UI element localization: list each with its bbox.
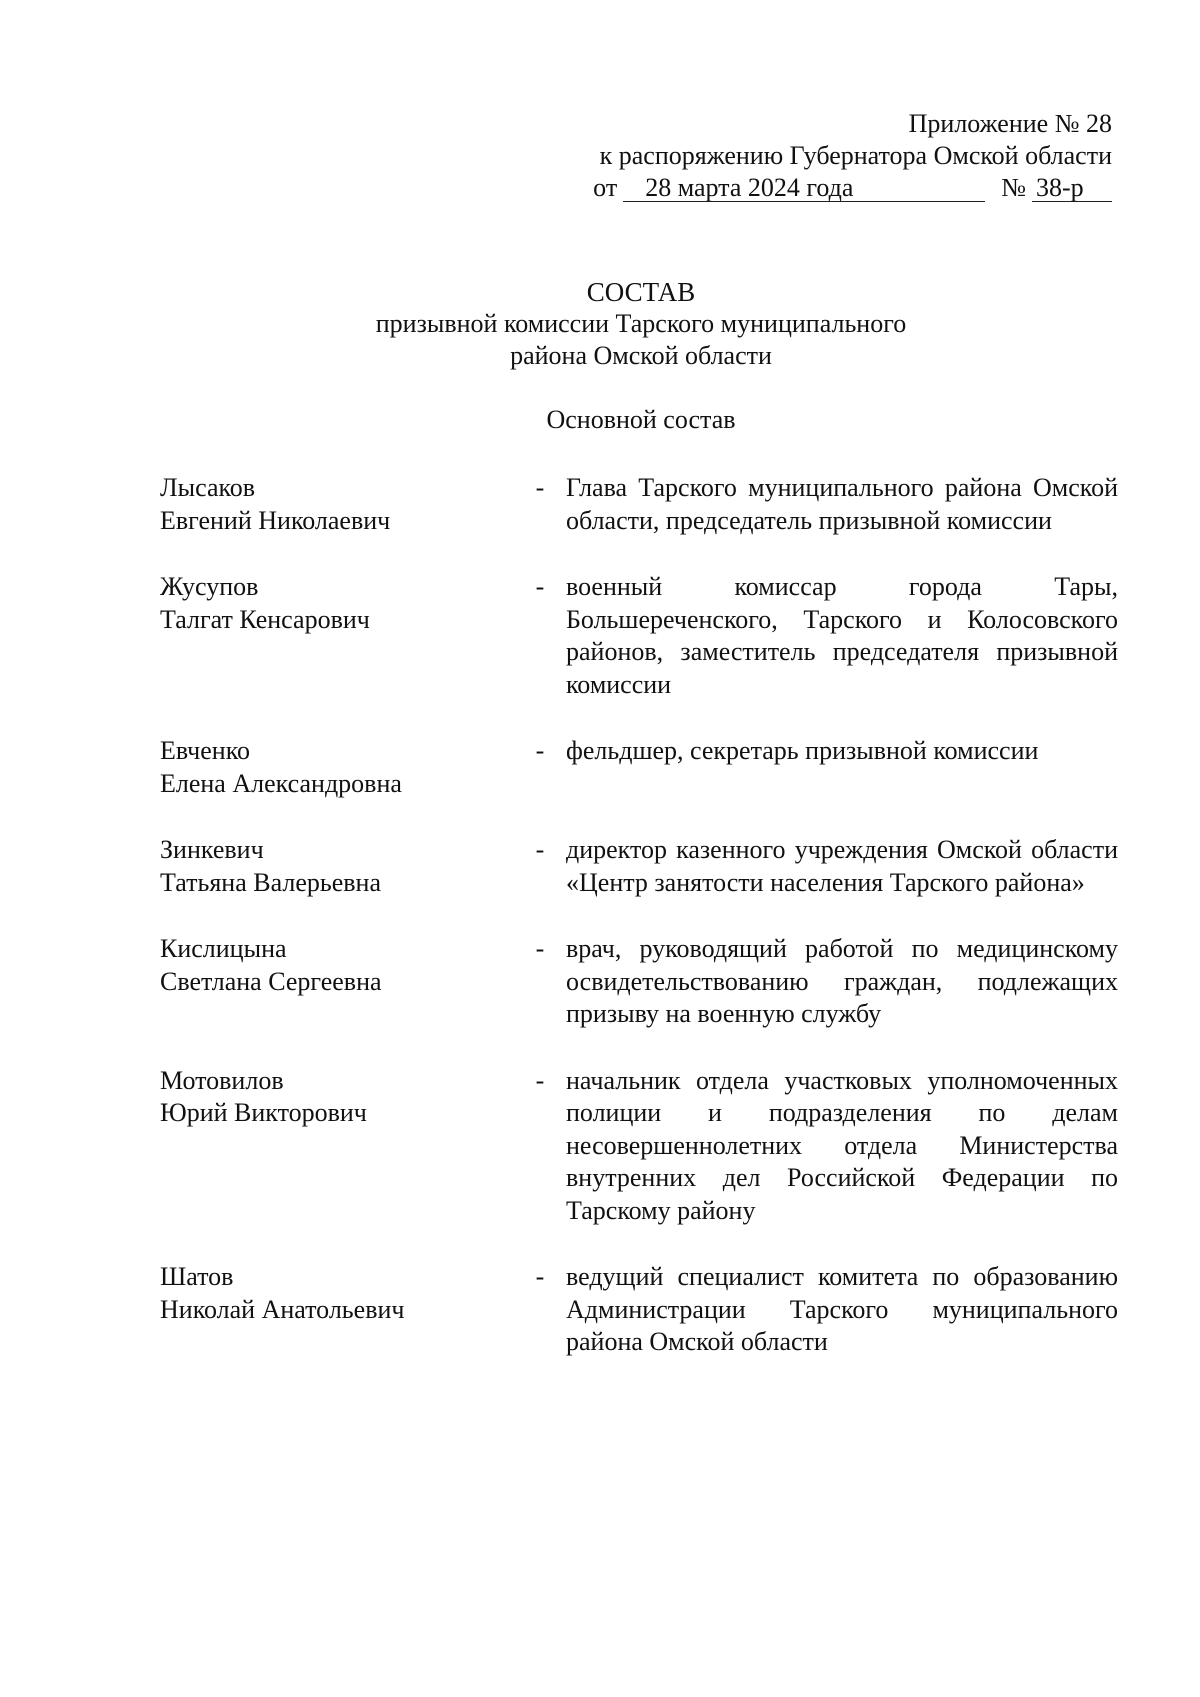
- member-surname: Шатов: [160, 1262, 234, 1291]
- member-dash: -: [535, 934, 545, 963]
- member-role: врач, руководящий работой по медицинскому освидетельствованию граждан, подлежащих призыву на военную службу: [566, 934, 1118, 1028]
- title-main: СОСТАВ: [586, 277, 696, 307]
- member-role: директор казенного учреждения Омской области «Центр занятости населения Тарского района»: [566, 835, 1118, 897]
- member-dash: -: [535, 1262, 545, 1291]
- title-line-2: района Омской области: [510, 341, 772, 370]
- member-name: [160, 735, 520, 800]
- member-role: военный комиссар города Тары, Большереченского, Тарского и Колосовского районов, заместитель председателя призывной комиссии: [566, 572, 1118, 699]
- member-name: [160, 571, 520, 636]
- member-role: начальник отдела участковых уполномоченных полиции и подразделения по делам несовершеннолетних отдела Министерства внутренних дел Российской Федерации по Тарскому району: [566, 1065, 1118, 1225]
- member-surname: Лысаков: [160, 473, 256, 502]
- from-label: от: [593, 173, 618, 202]
- member-name: [160, 834, 520, 899]
- member-row: [160, 1065, 1120, 1228]
- number-label: №: [1001, 173, 1026, 202]
- member-dash: -: [535, 473, 545, 502]
- order-reference: к распоряжению Губернатора Омской области: [599, 141, 1112, 170]
- member-row: [160, 472, 1120, 537]
- member-given-names: Николай Анатольевич: [160, 1294, 405, 1324]
- member-given-names: Татьяна Валерьевна: [160, 867, 381, 897]
- member-name: [160, 472, 520, 537]
- document-title: [0, 276, 1200, 372]
- order-date: 28 марта 2024 года: [623, 174, 985, 202]
- appendix-header: [593, 108, 1112, 204]
- order-date-line: [593, 172, 1112, 204]
- member-surname: Жусупов: [160, 572, 259, 601]
- member-given-names: Елена Александровна: [160, 768, 402, 798]
- members-list: [160, 472, 1120, 1393]
- order-number: 38-р: [1032, 174, 1112, 202]
- member-row: [160, 735, 1120, 800]
- member-dash: -: [535, 572, 545, 601]
- member-name: [160, 933, 520, 998]
- member-role: Глава Тарского муниципального района Омской области, председатель призывной комиссии: [566, 473, 1118, 535]
- member-row: [160, 571, 1120, 701]
- title-line-1: призывной комиссии Тарского муниципального: [375, 309, 907, 338]
- member-given-names: Светлана Сергеевна: [160, 966, 382, 996]
- member-role: фельдшер, секретарь призывной комиссии: [566, 736, 1039, 765]
- appendix-number: Приложение № 28: [908, 109, 1112, 138]
- member-dash: -: [535, 835, 545, 864]
- member-role: ведущий специалист комитета по образованию Администрации Тарского муниципального района Омской области: [566, 1262, 1118, 1356]
- member-surname: Кислицына: [160, 934, 287, 963]
- member-row: [160, 834, 1120, 899]
- member-given-names: Талгат Кенсарович: [160, 604, 370, 634]
- member-surname: Мотовилов: [160, 1065, 284, 1095]
- member-given-names: Юрий Викторович: [160, 1098, 367, 1127]
- section-title: Основной состав: [546, 405, 736, 434]
- member-surname: Зинкевич: [160, 835, 264, 864]
- member-dash: -: [535, 736, 545, 765]
- member-name: [160, 1261, 520, 1326]
- member-given-names: Евгений Николаевич: [160, 505, 391, 535]
- member-row: [160, 1261, 1120, 1359]
- member-name: [160, 1065, 520, 1130]
- member-dash: -: [535, 1065, 545, 1095]
- member-row: [160, 933, 1120, 1031]
- member-surname: Евченко: [160, 736, 251, 765]
